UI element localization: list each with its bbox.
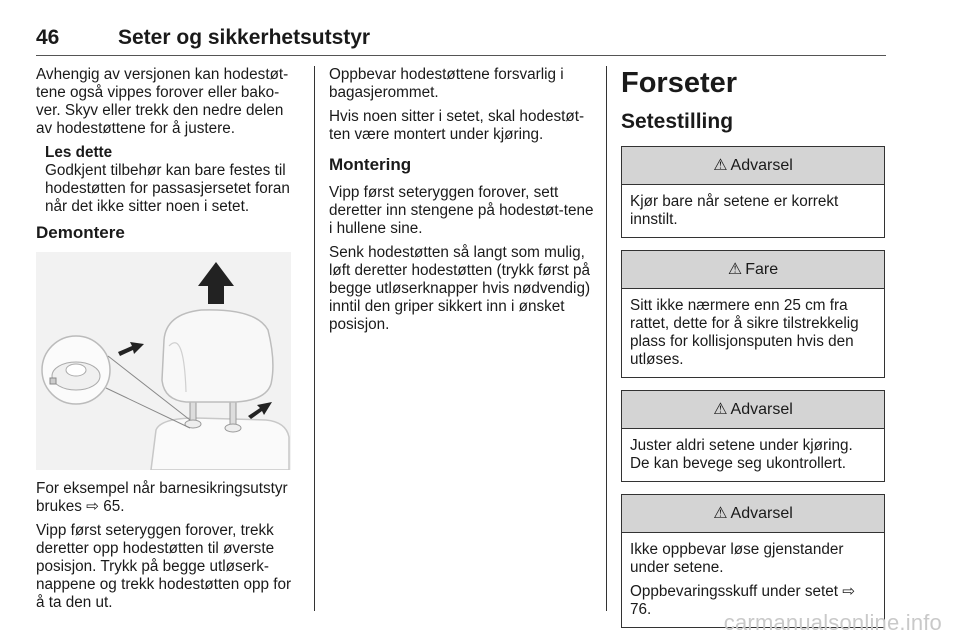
note-block (45, 144, 301, 216)
warning-triangle-icon: ⚠ (727, 260, 743, 278)
danger-box (621, 250, 885, 378)
page-number: 46 (36, 26, 60, 49)
warning-box-body (622, 429, 884, 481)
watermark: carmanualsonline.info (723, 610, 942, 635)
warning-box-body (622, 185, 884, 237)
warning-text: Juster aldri setene under kjøring. De kan bevege seg ukontrollert. (630, 437, 853, 472)
heading-forseter: Forseter (621, 67, 738, 99)
heading-setestilling: Setestilling (621, 110, 734, 133)
paragraph: Senk hodestøtten så langt som mulig, løft deretter hodestøtten (trykk først på begge utløserknapper hvis nødvendig) inntil den griper sikkert inn i ønsket posisjon. (329, 244, 591, 333)
note-text: Godkjent tilbehør kan bare festes til hodestøtten for passasjersetet foran når det ikke sitter noen i setet. (45, 162, 290, 215)
headrest-drawing (36, 252, 291, 470)
paragraph: Vipp først seteryggen forover, sett deretter inn stengene på hodestøt-tene i hullene sine. (329, 184, 594, 237)
page-header (36, 26, 886, 52)
header-divider (36, 55, 886, 56)
headrest-illustration (36, 252, 291, 470)
warning-triangle-icon: ⚠ (713, 504, 728, 522)
warning-box-header (622, 147, 884, 185)
danger-text: Sitt ikke nærmere enn 25 cm fra rattet, dette for å sikre tilstrekkelig plass for kollisjonsputen hvis den utløses. (630, 297, 859, 368)
column-middle (329, 66, 597, 340)
section-title: Seter og sikkerhetsutstyr (118, 26, 371, 49)
warning-box-title: Advarsel (730, 156, 793, 174)
warning-box-header (622, 391, 884, 429)
warning-box (621, 146, 885, 238)
warning-text: Oppbevaringsskuff under setet ⇨ 76. (630, 583, 856, 618)
warning-box-title: Advarsel (730, 400, 793, 418)
subheading-demontere: Demontere (36, 223, 125, 242)
danger-box-title: Fare (745, 260, 779, 278)
warning-box-title: Advarsel (730, 504, 793, 522)
warning-triangle-icon: ⚠ (713, 400, 728, 418)
warning-triangle-icon: ⚠ (713, 156, 728, 174)
paragraph: For eksempel når barnesikringsutstyr brukes ⇨ 65. (36, 480, 288, 515)
warning-text: Ikke oppbevar løse gjenstander under setene. (630, 541, 844, 576)
warning-box-header (622, 495, 884, 533)
column-left (36, 66, 301, 618)
danger-box-header (622, 251, 884, 289)
column-right (621, 66, 885, 640)
column-divider (314, 66, 315, 611)
paragraph: Vipp først seteryggen forover, trekk deretter opp hodestøtten til øverste posisjon. Trykk på begge utløserk-nappene og trekk hodestøtten opp for å ta den ut. (36, 522, 292, 611)
paragraph: Hvis noen sitter i setet, skal hodestøt-ten være montert under kjøring. (329, 108, 585, 143)
paragraph: Oppbevar hodestøttene forsvarlig i bagasjerommet. (329, 66, 564, 101)
subheading-montering: Montering (329, 155, 412, 174)
danger-box-body (622, 289, 884, 377)
warning-text: Kjør bare når setene er korrekt innstilt. (630, 193, 839, 228)
paragraph: Avhengig av versjonen kan hodestøt-tene også vippes forover eller bako-ver. Skyv eller trekk den nedre delen av hodestøttene for å justere. (36, 66, 289, 137)
warning-box (621, 390, 885, 482)
warning-box (621, 494, 885, 628)
column-divider (606, 66, 607, 611)
note-title: Les dette (45, 144, 113, 161)
